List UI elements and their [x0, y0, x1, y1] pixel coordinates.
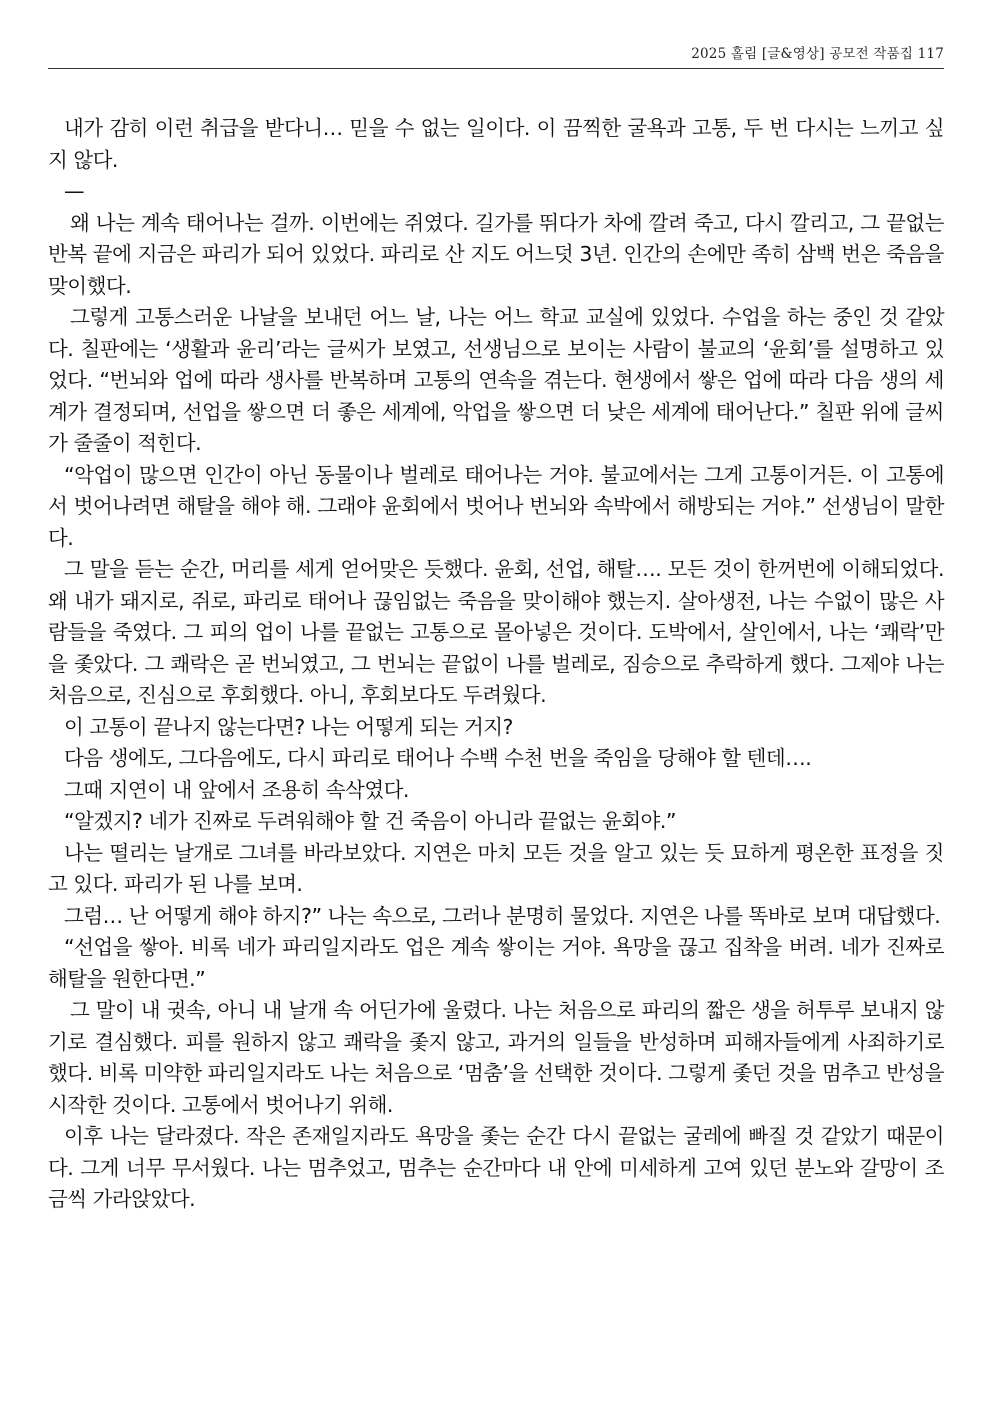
paragraph: 이 고통이 끝나지 않는다면? 나는 어떻게 되는 거지? [64, 714, 513, 739]
paragraph: 그 말을 듣는 순간, 머리를 세게 얻어맞은 듯했다. 윤회, 선업, 해탈…. 모든 것이 한꺼번에 이해되었다. 왜 내가 돼지로, 쥐로, 파리로 태어나 끊임없는 죽음을 맞이해야 했는지. 살아생전, 나는 수없이 많은 사람들을 죽였다. 그 피의 업이 나를 끝없는 고통으로 몰아넣은 것이다. 도박에서, 살인에서, 나는 ‘쾌락’만을 좇았다. 그 쾌락은 곧 번뇌였고, 그 번뇌는 끝없이 나를 벌레로, 짐승으로 추락하게 했다. 그제야 나는 처음으로, 진심으로 후회했다. 아니, 후회보다도 두려웠다. [48, 557, 944, 707]
page-header [48, 42, 944, 69]
paragraph: “악업이 많으면 인간이 아닌 동물이나 벌레로 태어나는 거야. 불교에서는 그게 고통이거든. 이 고통에서 벗어나려면 해탈을 해야 해. 그래야 윤회에서 벗어나 번뇌와 속박에서 해방되는 거야.” 선생님이 말한다. [48, 462, 944, 550]
header-text: 2025 홀림 [글&영상] 공모전 작품집 117 [691, 46, 944, 62]
paragraph: 그렇게 고통스러운 나날을 보내던 어느 날, 나는 어느 학교 교실에 있었다. 수업을 하는 중인 것 같았다. 칠판에는 ‘생활과 윤리’라는 글씨가 보였고, 선생님으로 보이는 사람이 불교의 ‘윤회’를 설명하고 있었다. “번뇌와 업에 따라 생사를 반복하며 고통의 연속을 겪는다. 현생에서 쌓은 업에 따라 다음 생의 세계가 결정되며, 선업을 쌓으면 더 좋은 세계에, 악업을 쌓으면 더 낮은 세계에 태어난다.” 칠판 위에 글씨가 줄줄이 적힌다. [48, 305, 944, 455]
section-break-dash: — [64, 179, 84, 203]
paragraph: “알겠지? 네가 진짜로 두려워해야 할 건 죽음이 아니라 끝없는 윤회야.” [64, 809, 676, 833]
paragraph: 왜 나는 계속 태어나는 걸까. 이번에는 쥐였다. 길가를 뛰다가 차에 깔려 죽고, 다시 깔리고, 그 끝없는 반복 끝에 지금은 파리가 되어 있었다. 파리로 산 지도 어느덧 3년. 인간의 손에만 족히 삼백 번은 죽음을 맞이했다. [48, 210, 944, 298]
body-text [48, 113, 944, 1216]
paragraph: 이후 나는 달라졌다. 작은 존재일지라도 욕망을 좇는 순간 다시 끝없는 굴레에 빠질 것 같았기 때문이다. 그게 너무 무서웠다. 나는 멈추었고, 멈추는 순간마다 내 안에 미세하게 고여 있던 분노와 갈망이 조금씩 가라앉았다. [48, 1124, 944, 1211]
paragraph: 나는 떨리는 날개로 그녀를 바라보았다. 지연은 마치 모든 것을 알고 있는 듯 묘하게 평온한 표정을 짓고 있다. 파리가 된 나를 보며. [48, 840, 944, 896]
paragraph: 내가 감히 이런 취급을 받다니… 믿을 수 없는 일이다. 이 끔찍한 굴욕과 고통, 두 번 다시는 느끼고 싶지 않다. [48, 116, 944, 172]
paragraph: 그럼… 난 어떻게 해야 하지?” 나는 속으로, 그러나 분명히 물었다. 지연은 나를 똑바로 보며 대답했다. [64, 903, 941, 928]
paragraph: “선업을 쌓아. 비록 네가 파리일지라도 업은 계속 쌓이는 거야. 욕망을 끊고 집착을 버려. 네가 진짜로 해탈을 원한다면.” [48, 935, 944, 991]
paragraph: 그때 지연이 내 앞에서 조용히 속삭였다. [64, 777, 409, 802]
paragraph: 다음 생에도, 그다음에도, 다시 파리로 태어나 수백 수천 번을 죽임을 당해야 할 텐데…. [64, 746, 812, 770]
paragraph: 그 말이 내 귓속, 아니 내 날개 속 어딘가에 울렸다. 나는 처음으로 파리의 짧은 생을 허투루 보내지 않기로 결심했다. 피를 원하지 않고 쾌락을 좇지 않고, 과거의 일들을 반성하며 피해자들에게 사죄하기로 했다. 비록 미약한 파리일지라도 나는 처음으로 ‘멈춤’을 선택한 것이다. 그렇게 좇던 것을 멈추고 반성을 시작한 것이다. 고통에서 벗어나기 위해. [48, 998, 944, 1117]
